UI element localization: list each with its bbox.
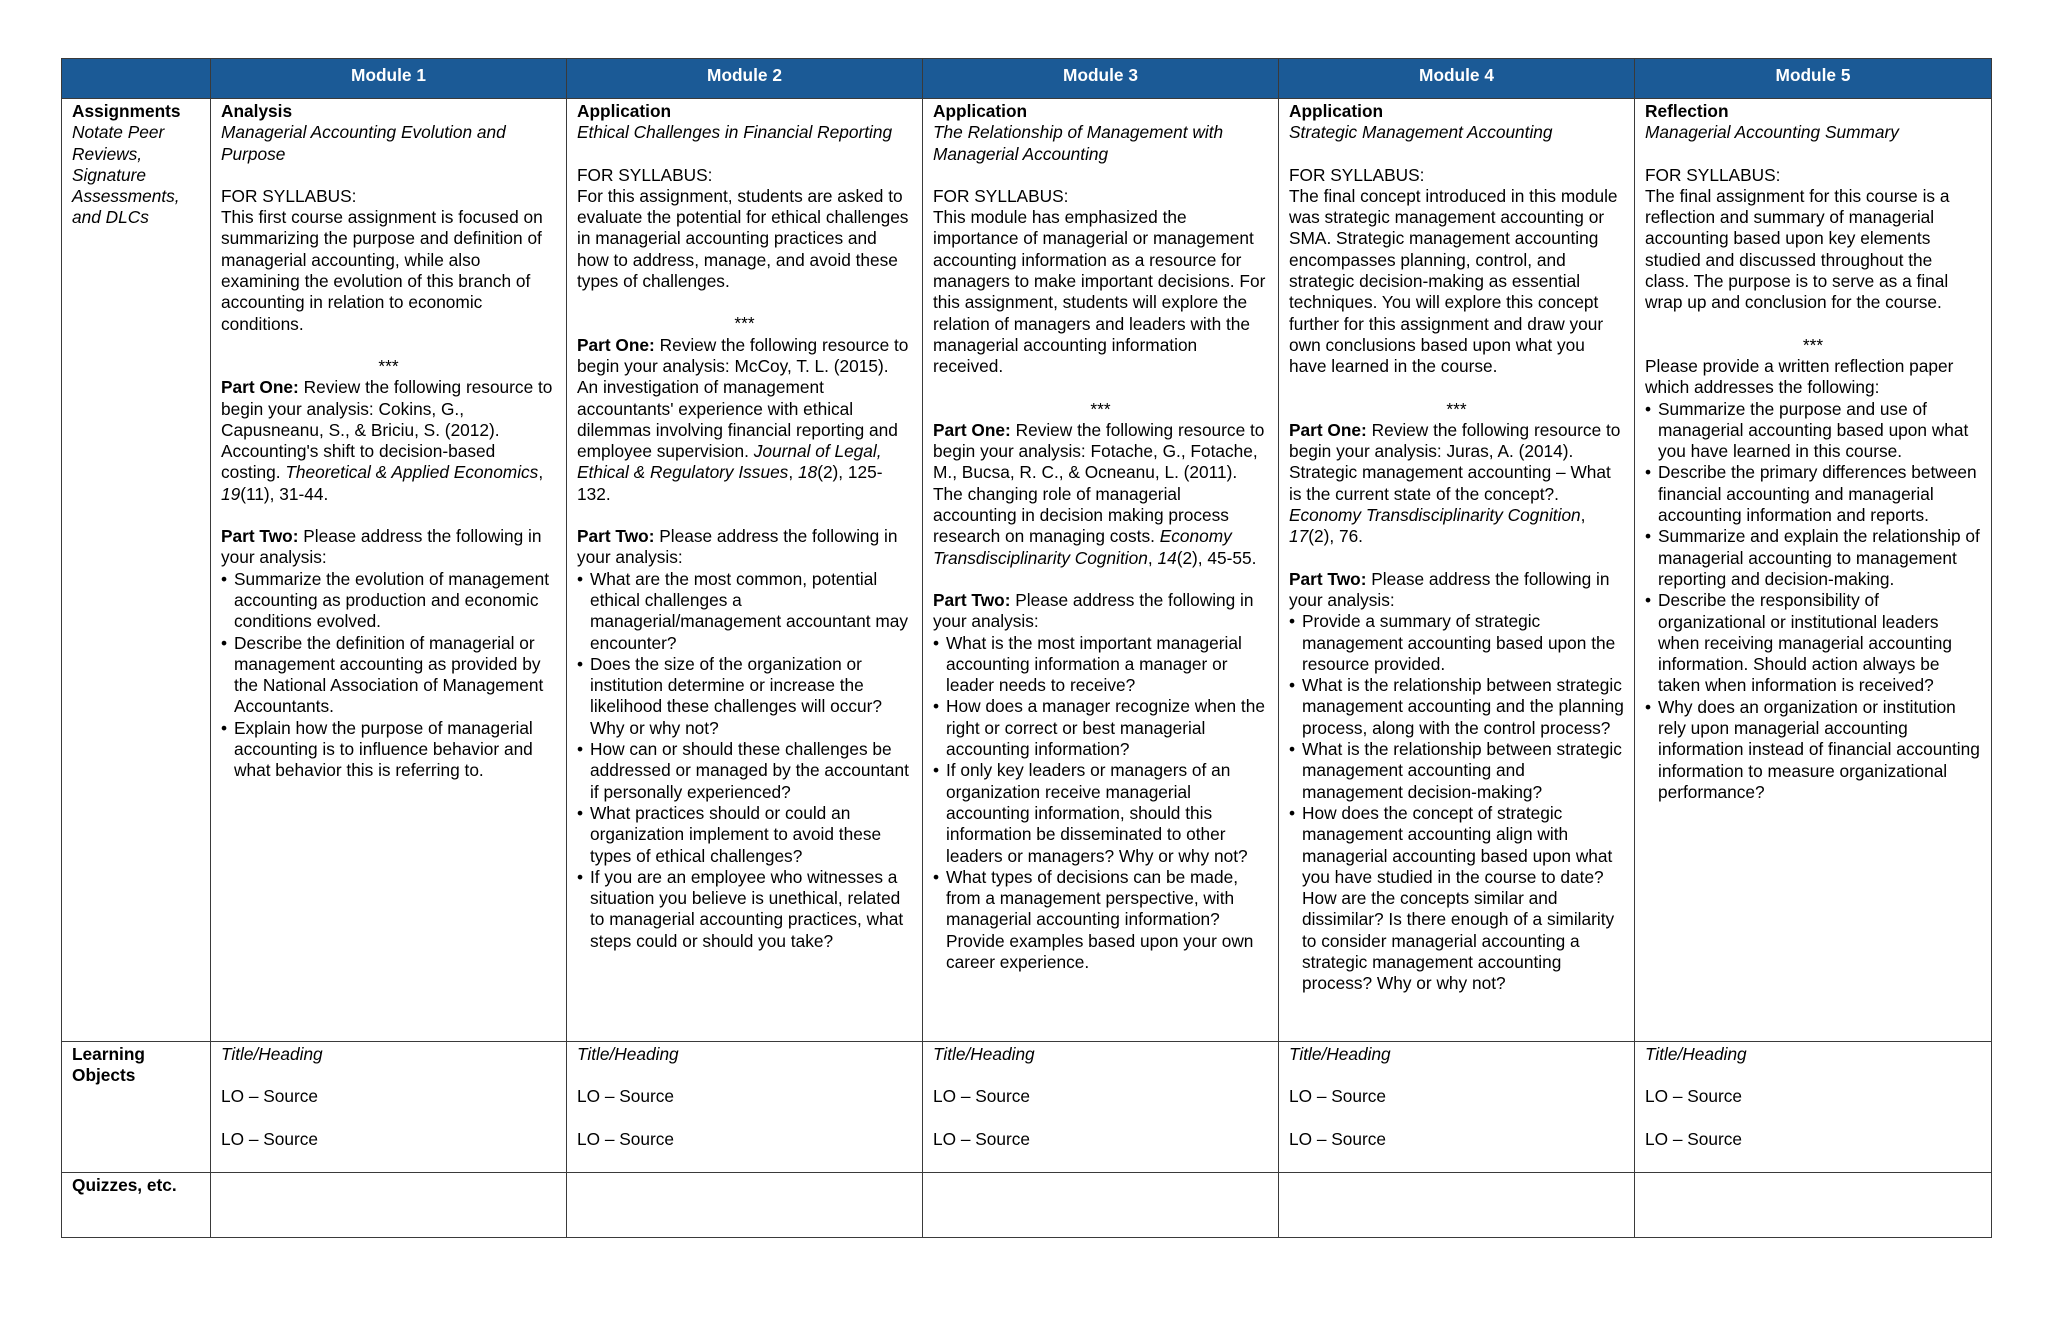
citation-separator: , bbox=[538, 462, 544, 483]
section-divider: *** bbox=[734, 313, 755, 334]
journal-volume: 18 bbox=[797, 462, 818, 483]
reference-text: Review the following resource to begin your analysis: Cokins, G., Capusneanu, S., & Briciu, S. (2012). Accounting's shift to decision-based costing. bbox=[221, 377, 553, 483]
part-one-label: Part One: bbox=[577, 334, 655, 355]
lo-source: LO – Source bbox=[1289, 1086, 1387, 1107]
journal-volume: 17 bbox=[1289, 526, 1309, 547]
list-item: • Explain how the purpose of managerial accounting is to influence behavior and what behavior this is referring to. bbox=[234, 718, 556, 782]
lo-source: LO – Source bbox=[1645, 1128, 1743, 1149]
question-list bbox=[1645, 399, 1981, 804]
lo-title: Title/Heading bbox=[933, 1044, 1035, 1064]
syllabus-text: The final assignment for this course is a reflection and summary of managerial accounting based upon key elements studied and discussed throughout the class. The purpose is to serve as a final wrap up and conclusion for the course. bbox=[1645, 185, 1950, 313]
syllabus-label: FOR SYLLABUS: bbox=[1289, 164, 1425, 185]
journal-volume: 14 bbox=[1157, 547, 1177, 568]
list-item: • If you are an employee who witnesses a situation you believe is unethical, related to managerial accounting practices, what steps could or should you take? bbox=[590, 867, 912, 952]
lo-source: LO – Source bbox=[1645, 1086, 1743, 1107]
list-item: • Summarize the evolution of management accounting as production and economic conditions evolved. bbox=[234, 569, 556, 633]
assignment-type: Application bbox=[577, 101, 672, 121]
part-two-text: Please address the following in your analysis: bbox=[577, 526, 898, 568]
module-3-learning-objects bbox=[923, 1042, 1279, 1173]
reference-text: Review the following resource to begin your analysis: Juras, A. (2014). Strategic management accounting – What is the current state of the concept?. bbox=[1289, 419, 1621, 504]
row-title: Learning Objects bbox=[72, 1044, 145, 1086]
module-header: Module 3 bbox=[923, 59, 1279, 99]
list-item: • What types of decisions can be made, from a management perspective, with managerial accounting information? Provide examples based upon your own career experience. bbox=[946, 867, 1268, 973]
journal-title: Economy Transdisciplinarity Cognition bbox=[933, 526, 1232, 568]
question-list bbox=[1289, 611, 1624, 994]
lo-source: LO – Source bbox=[577, 1086, 675, 1107]
assignment-type: Application bbox=[1289, 101, 1384, 121]
lo-title: Title/Heading bbox=[1289, 1044, 1391, 1064]
module-1-learning-objects bbox=[211, 1042, 567, 1173]
lo-source: LO – Source bbox=[221, 1128, 319, 1149]
assignment-type: Application bbox=[933, 101, 1028, 121]
module-2-learning-objects bbox=[567, 1042, 923, 1173]
reflection-intro: Please provide a written reflection paper which addresses the following: bbox=[1645, 355, 1954, 398]
section-divider: *** bbox=[1802, 334, 1824, 355]
part-two-label: Part Two: bbox=[221, 526, 299, 547]
journal-title: Theoretical & Applied Economics bbox=[285, 462, 539, 483]
lo-source: LO – Source bbox=[933, 1086, 1031, 1107]
list-item: • How does the concept of strategic management accounting align with managerial accounting based upon what you have studied in the course to date? How are the concepts similar and dissimilar? Is there enough of a similarity to consider managerial accounting a strategic management accounting process? Why or why not? bbox=[1302, 803, 1624, 995]
list-item: • Why does an organization or institution rely upon managerial accounting information instead of financial accounting information to measure organizational performance? bbox=[1658, 697, 1981, 803]
quizzes-row bbox=[62, 1173, 1992, 1238]
part-two bbox=[221, 526, 556, 569]
section-divider: *** bbox=[378, 355, 399, 376]
citation-pages: (11), 31-44. bbox=[240, 483, 329, 504]
list-item: • Summarize and explain the relationship of managerial accounting to management reporting and decision-making. bbox=[1658, 526, 1981, 590]
list-item: • What practices should or could an organization implement to avoid these types of ethical challenges? bbox=[590, 803, 912, 867]
lo-source: LO – Source bbox=[221, 1086, 319, 1107]
citation-separator: , bbox=[1147, 547, 1153, 568]
list-item: • What is the most important managerial accounting information a manager or leader needs to receive? bbox=[946, 633, 1268, 697]
module-header: Module 2 bbox=[567, 59, 923, 99]
reference-text: Review the following resource to begin your analysis: McCoy, T. L. (2015). An investigation of management accountants' experience with ethical dilemmas involving financial reporting and employee supervision. bbox=[577, 334, 909, 462]
part-two-text: Please address the following in your analysis: bbox=[1289, 568, 1610, 610]
header-row bbox=[62, 59, 1992, 99]
journal-title: Journal of Legal, Ethical & Regulatory Issues bbox=[577, 441, 882, 483]
citation-pages: (2), 125-132. bbox=[577, 462, 883, 504]
module-4-assignment bbox=[1279, 99, 1635, 1042]
list-item: • Describe the definition of managerial or management accounting as provided by the National Association of Management Accountants. bbox=[234, 633, 556, 718]
module-2-assignment bbox=[567, 99, 923, 1042]
section-divider: *** bbox=[1446, 398, 1467, 419]
part-one-label: Part One: bbox=[221, 377, 299, 398]
module-overview-table bbox=[61, 58, 1992, 1238]
lo-title: Title/Heading bbox=[1645, 1044, 1747, 1064]
question-list bbox=[577, 569, 912, 952]
part-one-label: Part One: bbox=[933, 419, 1011, 440]
module-header: Module 4 bbox=[1279, 59, 1635, 99]
assignment-topic: Ethical Challenges in Financial Reporting bbox=[577, 122, 893, 143]
part-two-label: Part Two: bbox=[577, 526, 655, 547]
list-item: • How can or should these challenges be addressed or managed by the accountant if personally experienced? bbox=[590, 739, 912, 803]
lo-source: LO – Source bbox=[577, 1128, 675, 1149]
assignment-topic: Managerial Accounting Summary bbox=[1645, 122, 1899, 143]
list-item: • If only key leaders or managers of an organization receive managerial accounting information, should this information be disseminated to other leaders or managers? Why or why not? bbox=[946, 760, 1268, 866]
list-item: • What is the relationship between strategic management accounting and management decision-making? bbox=[1302, 739, 1624, 803]
syllabus-text: For this assignment, students are asked to evaluate the potential for ethical challenges in managerial accounting practices and how to address, manage, and avoid these types of challenges. bbox=[577, 185, 909, 292]
part-one bbox=[933, 420, 1268, 569]
module-3-quizzes bbox=[923, 1173, 1279, 1238]
syllabus-text: The final concept introduced in this module was strategic management accounting or SMA. Strategic management accounting encompasses planning, control, and strategic decision-making as essential techniques. You will explore this concept further for this assignment and draw your own conclusions based upon what you have learned in the course. bbox=[1289, 185, 1618, 377]
list-item: • Summarize the purpose and use of managerial accounting based upon what you have learned in this course. bbox=[1658, 399, 1981, 463]
part-one bbox=[221, 377, 556, 505]
citation-pages: (2), 76. bbox=[1308, 526, 1363, 547]
lo-title: Title/Heading bbox=[221, 1044, 323, 1064]
module-1-assignment bbox=[211, 99, 567, 1042]
list-item: • What are the most common, potential ethical challenges a managerial/management accountant may encounter? bbox=[590, 569, 912, 654]
list-item: • Does the size of the organization or institution determine or increase the likelihood these challenges will occur? Why or why not? bbox=[590, 654, 912, 739]
part-two bbox=[933, 590, 1268, 633]
citation-pages: (2), 45-55. bbox=[1176, 547, 1257, 568]
list-item: • What is the relationship between strategic management accounting and the planning process, along with the control process? bbox=[1302, 675, 1624, 739]
row-header-quizzes bbox=[62, 1173, 211, 1238]
assignment-type: Reflection bbox=[1645, 101, 1729, 121]
row-header-learning-objects bbox=[62, 1042, 211, 1173]
syllabus-text: This first course assignment is focused on summarizing the purpose and definition of managerial accounting, while also examining the evolution of this branch of accounting in relation to economic conditions. bbox=[221, 207, 543, 334]
syllabus-label: FOR SYLLABUS: bbox=[1645, 164, 1781, 185]
header-corner bbox=[62, 59, 211, 99]
part-two-text: Please address the following in your analysis: bbox=[933, 589, 1254, 632]
reference-text: Review the following resource to begin your analysis: Fotache, G., Fotache, M., Bucsa, R. C., & Ocneanu, L. (2011). The changing role of managerial accounting in decision making process research on managing costs. bbox=[933, 419, 1265, 547]
learning-objects-row bbox=[62, 1042, 1992, 1173]
assignments-row bbox=[62, 99, 1992, 1042]
syllabus-label: FOR SYLLABUS: bbox=[221, 185, 357, 206]
module-2-quizzes bbox=[567, 1173, 923, 1238]
row-header-assignments bbox=[62, 99, 211, 1042]
part-two-label: Part Two: bbox=[1289, 568, 1367, 589]
list-item: • Provide a summary of strategic management accounting based upon the resource provided. bbox=[1302, 611, 1624, 675]
syllabus-text: This module has emphasized the importance of managerial or management accounting information as a resource for managers to make important decisions. For this assignment, students will explore the relation of managers and leaders with the managerial accounting information received. bbox=[933, 207, 1266, 377]
question-list bbox=[221, 569, 556, 782]
row-title: Quizzes, etc. bbox=[72, 1175, 177, 1195]
syllabus-label: FOR SYLLABUS: bbox=[933, 185, 1069, 206]
part-one bbox=[577, 335, 912, 505]
module-3-assignment bbox=[923, 99, 1279, 1042]
module-4-quizzes bbox=[1279, 1173, 1635, 1238]
module-header: Module 1 bbox=[211, 59, 567, 99]
syllabus-label: FOR SYLLABUS: bbox=[577, 164, 713, 185]
citation-separator: , bbox=[788, 462, 794, 483]
module-5-learning-objects bbox=[1635, 1042, 1992, 1173]
row-note: Notate Peer Reviews, Signature Assessments, and DLCs bbox=[72, 122, 180, 228]
module-header: Module 5 bbox=[1635, 59, 1992, 99]
lo-title: Title/Heading bbox=[577, 1044, 679, 1064]
part-one-label: Part One: bbox=[1289, 419, 1367, 440]
list-item: • Describe the primary differences between financial accounting and managerial accounting information and reports. bbox=[1658, 462, 1981, 526]
module-1-quizzes bbox=[211, 1173, 567, 1238]
citation-separator: , bbox=[1580, 505, 1586, 526]
lo-source: LO – Source bbox=[933, 1128, 1031, 1149]
part-two-text: Please address the following in your analysis: bbox=[221, 526, 542, 568]
part-two bbox=[1289, 569, 1624, 612]
module-5-quizzes bbox=[1635, 1173, 1992, 1238]
assignment-topic: Managerial Accounting Evolution and Purpose bbox=[221, 122, 506, 164]
part-one bbox=[1289, 420, 1624, 548]
module-5-assignment bbox=[1635, 99, 1992, 1042]
section-divider: *** bbox=[1090, 398, 1111, 419]
part-two-label: Part Two: bbox=[933, 589, 1011, 610]
journal-volume: 19 bbox=[221, 483, 241, 504]
part-two bbox=[577, 526, 912, 569]
row-title: Assignments bbox=[72, 101, 181, 121]
journal-title: Economy Transdisciplinarity Cognition bbox=[1289, 505, 1581, 526]
assignment-topic: The Relationship of Management with Managerial Accounting bbox=[933, 122, 1224, 164]
assignment-topic: Strategic Management Accounting bbox=[1289, 122, 1553, 143]
module-4-learning-objects bbox=[1279, 1042, 1635, 1173]
question-list bbox=[933, 633, 1268, 974]
list-item: • How does a manager recognize when the right or correct or best managerial accounting information? bbox=[946, 696, 1268, 760]
list-item: • Describe the responsibility of organizational or institutional leaders when receiving managerial accounting information. Should action always be taken when information is received? bbox=[1658, 590, 1981, 696]
lo-source: LO – Source bbox=[1289, 1128, 1387, 1149]
assignment-type: Analysis bbox=[221, 101, 293, 121]
